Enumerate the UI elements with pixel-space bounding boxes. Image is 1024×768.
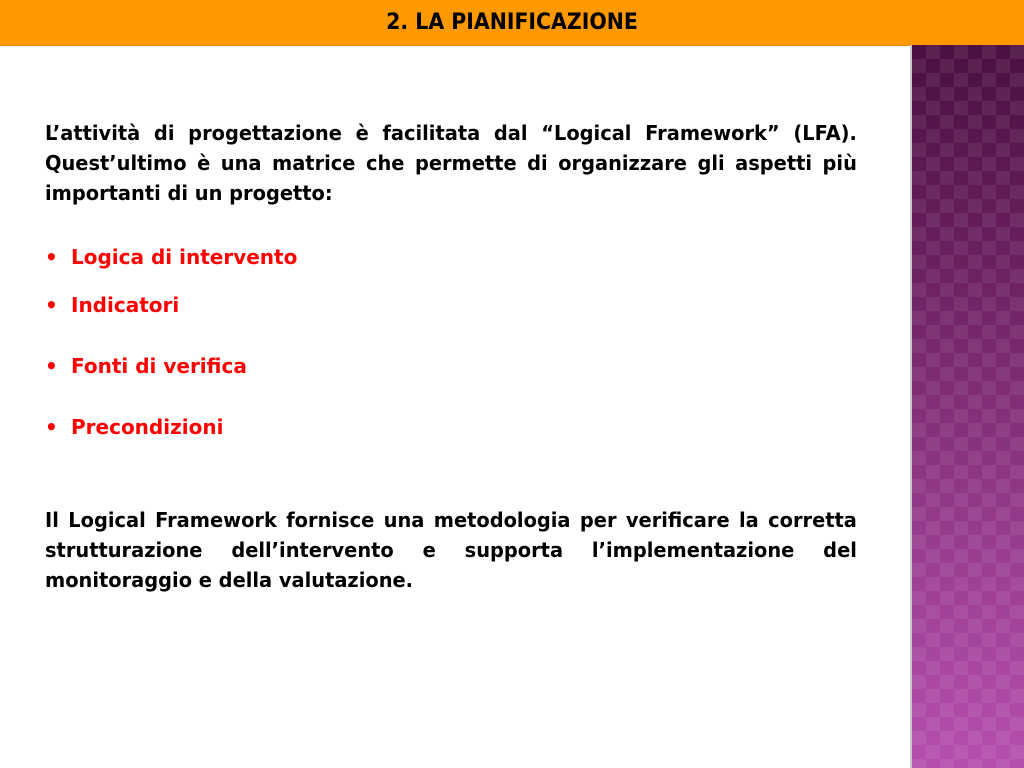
slide-title: 2. LA PIANIFICAZIONE (386, 10, 638, 35)
bullet-icon: • (45, 293, 58, 317)
list-item (45, 351, 857, 381)
closing-paragraph: Il Logical Framework fornisce una metodologia per verificare la corretta strutturazione dell’intervento e supporta l’implementazione del monitoraggio e della valutazione. (45, 508, 857, 592)
decorative-side-panel (912, 45, 1024, 768)
bullet-text: Indicatori (71, 293, 180, 317)
bullet-text: Precondizioni (71, 415, 224, 439)
slide-body (45, 118, 857, 595)
list-item (45, 412, 857, 442)
bullet-list (45, 242, 857, 442)
list-item (45, 290, 857, 320)
list-item (45, 242, 857, 272)
bullet-icon: • (45, 354, 58, 378)
bullet-text: Fonti di verifica (71, 354, 247, 378)
bullet-icon: • (45, 245, 58, 269)
bullet-icon: • (45, 415, 58, 439)
intro-paragraph: L’attività di progettazione è facilitata dal “Logical Framework” (LFA). Quest’ultimo è una matrice che permette di organizzare gli aspetti più importanti di un progetto: (45, 121, 857, 205)
bullet-text: Logica di intervento (71, 245, 298, 269)
